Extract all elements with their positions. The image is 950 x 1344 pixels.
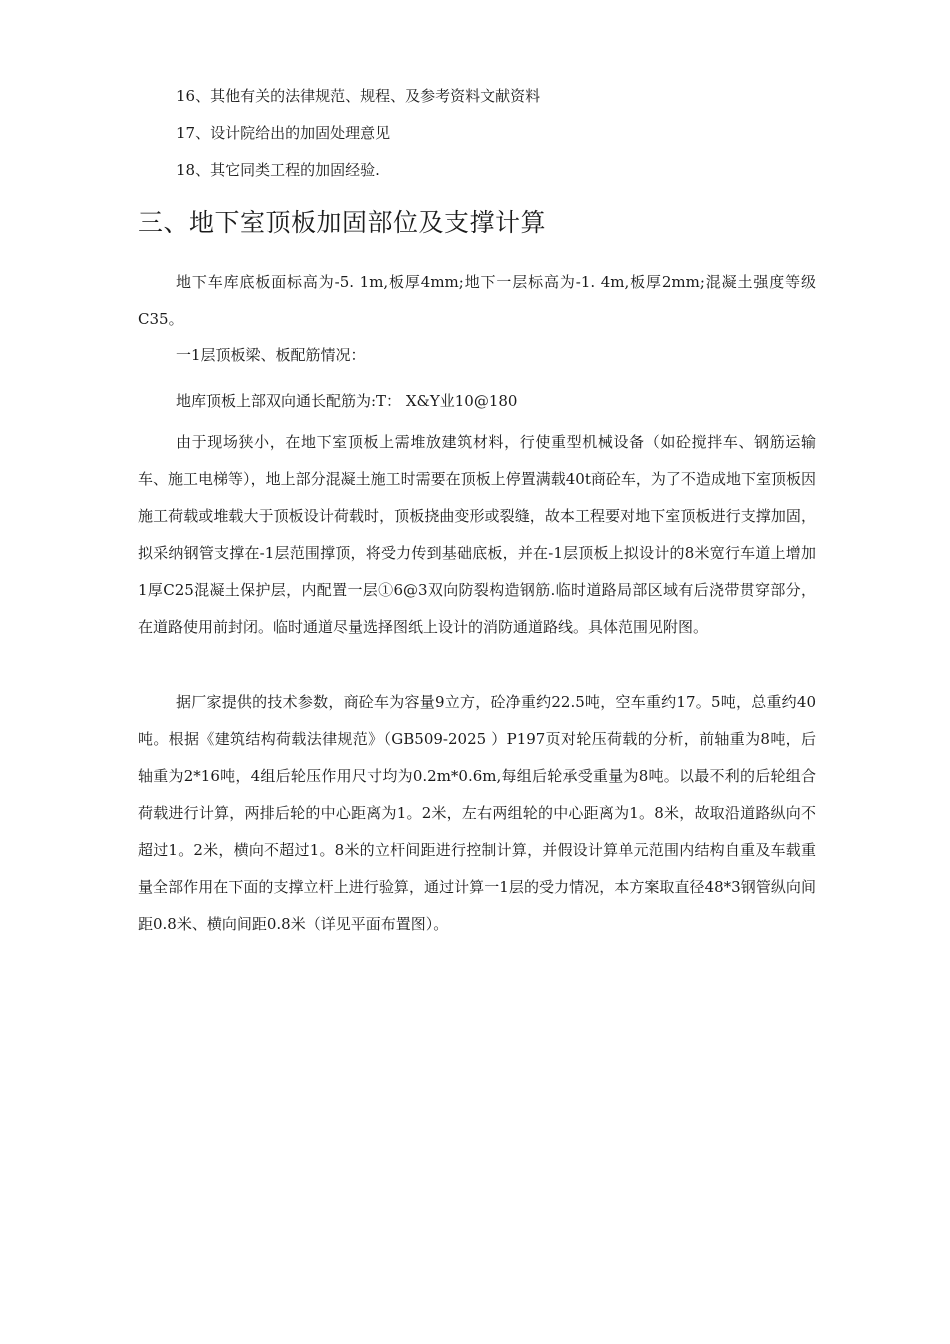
reference-item-18: 18、其它同类工程的加固经验. (176, 161, 380, 179)
paragraph-load-analysis: 据厂家提供的技术参数，商砼车为容量9立方，砼净重约22.5吨，空车重约17。5吨，总重约40吨。根据《建筑结构荷载法律规范》（GB509-2025 ）P197页对轮压荷载的分析，前轴重为8吨，后轴重为2*16吨，4组后轮压作用尺寸均为0.2m*0.6m,每组后轮承受重量为8吨。以最不利的后轮组合荷载进行计算，两排后轮的中心距离为1。2米，左右两组轮的中心距离为1。8米，故取沿道路纵向不超过1。2米，横向不超过1。8米的立杆间距进行控制计算，并假设计算单元范围内结构自重及车载重量全部作用在下面的支撑立杆上进行验算，通过计算一1层的受力情况，本方案取直径48*3钢管纵向间距0.8米、横向间距0.8米（详见平面布置图）。 (138, 693, 816, 933)
paragraph-site-conditions: 由于现场狭小，在地下室顶板上需堆放建筑材料，行使重型机械设备（如砼搅拌车、钢筋运输车、施工电梯等），地上部分混凝土施工时需要在顶板上停置满载40t商砼车，为了不造成地下室顶板因施工荷载或堆载大于顶板设计荷载时，顶板挠曲变形或裂缝，故本工程要对地下室顶板进行支撑加固，拟采纳钢管支撑在-1层范围撑顶，将受力传到基础底板，并在-1层顶板上拟设计的8米宽行车道上增加1厚C25混凝土保护层，内配置一层①6@3双向防裂构造钢筋.临时道路局部区域有后浇带贯穿部分，在道路使用前封闭。临时通道尽量选择图纸上设计的消防通道路线。具体范围见附图。 (138, 433, 816, 636)
paragraph-reinforcement-detail: 地库顶板上部双向通长配筋为:T： X&Y业10@180 (176, 392, 518, 410)
paragraph-elevation: 地下车库底板面标高为-5. 1m,板厚4mm;地下一层标高为-1. 4m,板厚2mm;混凝土强度等级C35。 (138, 273, 816, 328)
paragraph-reinforcement-title: 一1层顶板梁、板配筋情况： (176, 346, 366, 364)
reference-item-17: 17、设计院给出的加固处理意见 (176, 124, 391, 142)
reference-item-16: 16、其他有关的法律规范、规程、及参考资料文献资料 (176, 87, 541, 105)
section-heading: 三、地下室顶板加固部位及支撑计算 (138, 208, 547, 237)
